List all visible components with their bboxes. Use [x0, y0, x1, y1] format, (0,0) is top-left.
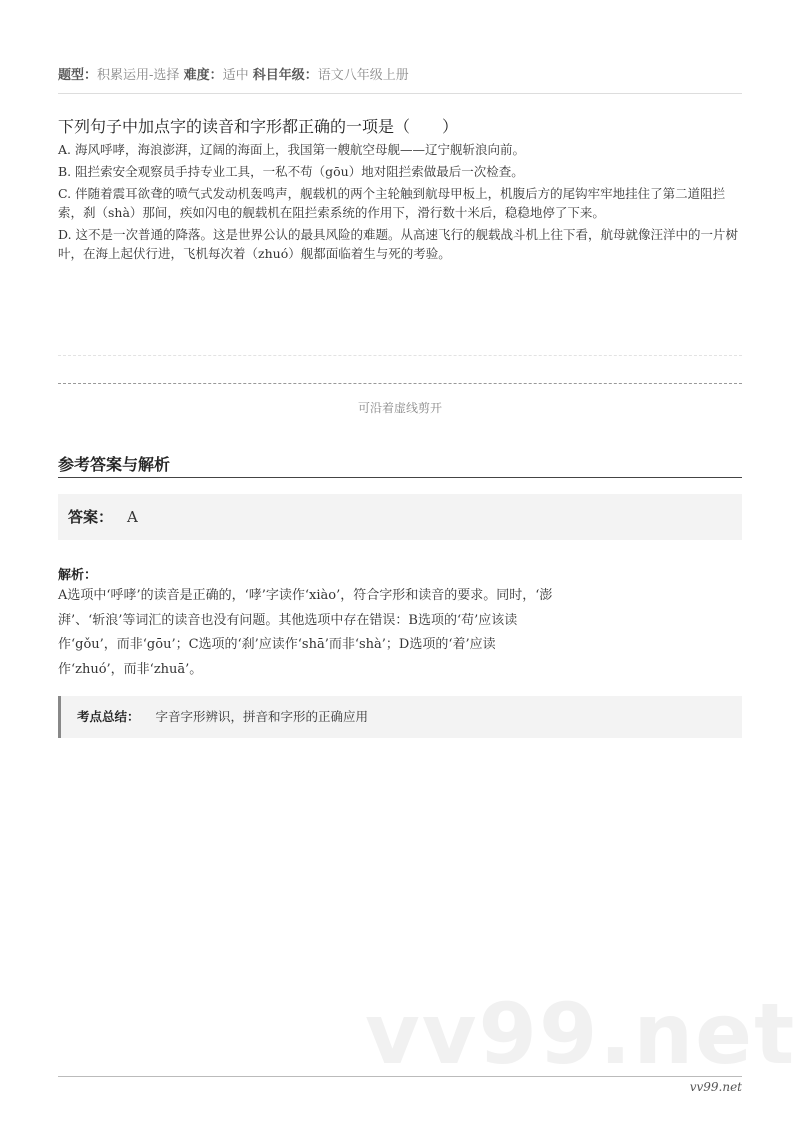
footer-site: vv99.net [689, 1080, 742, 1094]
answer-section-title: 参考答案与解析 [58, 455, 171, 474]
answer-space-line [58, 355, 742, 356]
question-meta [58, 64, 409, 83]
key-point-value: 字音字形辨识，拼音和字形的正确应用 [155, 709, 369, 724]
option-d: D. 这不是一次普通的降落。这是世界公认的最具风险的难题。从高速飞行的舰载战斗机上往下看，航母就像汪洋中的一片树叶，在海上起伏行进，飞机每次着（zhuó）舰都面临着生与死的考验。 [58, 227, 739, 261]
analysis-line: 湃’、‘斩浪’等词汇的读音也没有问题。其他选项中存在错误：B选项的‘苟’应该读 [58, 612, 518, 628]
section-divider [58, 477, 742, 478]
cut-hint: 可沿着虚线剪开 [357, 401, 442, 415]
footer-divider [58, 1076, 742, 1077]
difficulty-label: 难度： [183, 68, 223, 83]
difficulty-value: 适中 [222, 68, 249, 83]
question-title: 下列句子中加点字的读音和字形都正确的一项是（ ） [58, 117, 459, 136]
analysis-line: A选项中‘呼哮’的读音是正确的，‘哮’字读作‘xiào’，符合字形和读音的要求。同时，‘澎 [58, 588, 553, 603]
answer-box [58, 494, 742, 540]
option-c: C. 伴随着震耳欲聋的喷气式发动机轰鸣声，舰载机的两个主轮触到航母甲板上，机腹后方的尾钩牢牢地挂住了第二道阻拦索，刹（shà）那间，疾如闪电的舰载机在阻拦索系统的作用下，滑行数十米后，稳稳地停了下来。 [58, 186, 726, 220]
divider [58, 93, 742, 94]
subject-value: 语文八年级上册 [317, 68, 409, 83]
subject-label: 科目年级： [252, 68, 318, 83]
watermark: vv99.net [365, 985, 797, 1083]
analysis-label: 解析： [58, 568, 98, 583]
cut-line [58, 383, 742, 384]
analysis-text [58, 584, 748, 682]
key-point-label: 考点总结： [77, 709, 140, 724]
answer-label: 答案： [68, 508, 114, 526]
key-point-box [58, 696, 742, 738]
question-options [58, 140, 748, 266]
type-value: 积累运用-选择 [97, 68, 180, 83]
analysis-line: 作‘zhuó’，而非‘zhuā’。 [58, 661, 203, 677]
analysis-line: 作‘gǒu’，而非‘gōu’；C选项的‘刹’应读作‘shā’而非‘shà’；D选项的‘着’应读 [58, 637, 496, 652]
type-label: 题型： [58, 68, 98, 83]
option-a: A. 海风呼哮，海浪澎湃，辽阔的海面上，我国第一艘航空母舰——辽宁舰斩浪向前。 [58, 142, 525, 157]
option-b: B. 阻拦索安全观察员手持专业工具，一私不苟（gōu）地对阻拦索做最后一次检查。 [58, 164, 524, 179]
answer-value: A [127, 508, 138, 526]
